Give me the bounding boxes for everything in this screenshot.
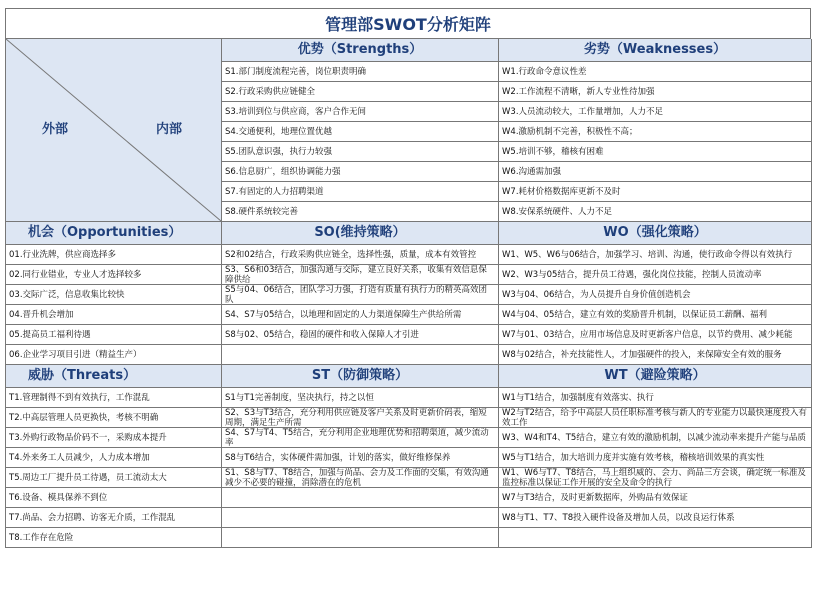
strength-item: S6.信息厨广，组织协调能力强 <box>222 162 499 182</box>
st-header: ST（防御策略） <box>222 365 499 388</box>
strength-item: S7.有固定的人力招聘渠道 <box>222 182 499 202</box>
st-item <box>222 508 499 528</box>
weakness-item: W3.人员流动较大，工作量增加，人力不足 <box>499 102 812 122</box>
so-item: S8与02、05结合，稳固的硬件和收入保障人才引进 <box>222 325 499 345</box>
opportunity-item: 04.晋升机会增加 <box>6 305 222 325</box>
strength-item: S8.硬件系统较完善 <box>222 202 499 222</box>
wt-item: W8与T1、T7、T8投入硬件设备及增加人员，以改良运行体系 <box>499 508 812 528</box>
wt-item: W1与T1结合，加强制度有效落实、执行 <box>499 388 812 408</box>
swot-grid <box>5 38 811 548</box>
wt-item: W2与T2结合，给予中高层人员任职标准考核与新人的专业能力以最快速度投入有效工作 <box>499 408 812 428</box>
so-item: S4、S7与05结合，以地理和固定的人力渠道保障生产供给所需 <box>222 305 499 325</box>
threat-item: T1.管理制得不到有效执行，工作混乱 <box>6 388 222 408</box>
weakness-item: W8.安保系统硬件、人力不足 <box>499 202 812 222</box>
opportunities-header: 机会（Opportunities） <box>6 222 222 245</box>
weakness-item: W5.培训不够，稽核有困难 <box>499 142 812 162</box>
weakness-item: W1.行政命令意议性差 <box>499 62 812 82</box>
strengths-header: 优势（Strengths） <box>222 39 499 62</box>
wo-item: W3与04、06结合，为人员提升自身价值创造机会 <box>499 285 812 305</box>
strength-item: S3.培训到位与供应商，客户合作无间 <box>222 102 499 122</box>
wo-item: W7与01、03结合，应用市场信息及时更新客户信息，以节约费用、减少耗能 <box>499 325 812 345</box>
internal-label: 内部 <box>156 122 183 137</box>
wt-item <box>499 528 812 548</box>
st-item: S2、S3与T3结合，充分利用供应链及客户关系及时更新价码表，缩短周期，满足生产所需 <box>222 408 499 428</box>
external-internal-corner <box>6 39 222 222</box>
st-item: S1与T1完善制度，坚决执行，持之以恒 <box>222 388 499 408</box>
weakness-item: W4.激励机制不完善，积极性不高； <box>499 122 812 142</box>
st-item <box>222 528 499 548</box>
wt-item: W3、W4和T4、T5结合，建立有效的激励机制，以减少流动率来提升产能与品质 <box>499 428 812 448</box>
external-label: 外部 <box>42 122 69 137</box>
opportunity-item: 05.提高员工福利待遇 <box>6 325 222 345</box>
strength-item: S4.交通便利，地理位置优越 <box>222 122 499 142</box>
st-item <box>222 488 499 508</box>
opportunity-item: 01.行业洗牌，供应商选择多 <box>6 245 222 265</box>
threat-item: T5.周边工厂提升员工待遇，员工流动太大 <box>6 468 222 488</box>
st-item: S4、S7与T4、T5结合，充分利用企业地理优势和招聘渠道，减少流动率 <box>222 428 499 448</box>
threat-item: T8.工作存在危险 <box>6 528 222 548</box>
wo-item: W2、W3与05结合，提升员工待遇，强化岗位技能，控制人员流动率 <box>499 265 812 285</box>
diagonal-line <box>6 39 221 221</box>
so-item: S3、S6和03结合，加强沟通与交际，建立良好关系，收集有效信息保障供给 <box>222 265 499 285</box>
wo-item: W4与04、05结合，建立有效的奖励晋升机制，以保证员工薪酬、福利 <box>499 305 812 325</box>
strength-item: S5.团队意识强，执行力较强 <box>222 142 499 162</box>
threat-item: T6.设备、模具保养不到位 <box>6 488 222 508</box>
sheet-title: 管理部SWOT分析矩阵 <box>5 8 811 38</box>
threat-item: T2.中高层管理人员更换快，考核不明确 <box>6 408 222 428</box>
threat-item: T7.尚品、会力招聘、访客无介质，工作混乱 <box>6 508 222 528</box>
wt-item: W1、W6与T7、T8结合，马上组织威的、会力、尚品三方会谈，确定统一标准及监控标准以保证工作开展的安全及命令的执行 <box>499 468 812 488</box>
opportunity-item: 06.企业学习项目引进（精益生产） <box>6 345 222 365</box>
wo-item: W8与02结合，补充技能性人，才加强硬件的投入，来保障安全有效的服务 <box>499 345 812 365</box>
opportunity-item: 03.交际广泛，信息收集比较快 <box>6 285 222 305</box>
so-item: S5与04、06结合，团队学习力强，打造有质量有执行力的精英高效团队 <box>222 285 499 305</box>
threats-header: 威胁（Threats） <box>6 365 222 388</box>
st-item: S8与T6结合，实体硬件需加强，计划的落实，做好维修保养 <box>222 448 499 468</box>
wt-item: W7与T3结合，及时更新数据库，外购品有效保证 <box>499 488 812 508</box>
wt-item: W5与T1结合，加大培训力度并实施有效考核，稽核培训效果的真实性 <box>499 448 812 468</box>
weakness-item: W6.沟通需加强 <box>499 162 812 182</box>
weaknesses-header: 劣势（Weaknesses） <box>499 39 812 62</box>
weakness-item: W2.工作流程不清晰，新人专业性待加强 <box>499 82 812 102</box>
threat-item: T3.外购行政物品价码不一，采购成本提升 <box>6 428 222 448</box>
weakness-item: W7.耗材价格数据库更新不及时 <box>499 182 812 202</box>
so-header: SO(维持策略） <box>222 222 499 245</box>
opportunity-item: 02.同行业错业，专业人才选择较多 <box>6 265 222 285</box>
so-item: S2和02结合，行政采购供应链全，选择性强，质量，成本有效管控 <box>222 245 499 265</box>
strength-item: S2.行政采购供应链健全 <box>222 82 499 102</box>
wt-header: WT（避险策略） <box>499 365 812 388</box>
strength-item: S1.部门制度流程完善，岗位职责明确 <box>222 62 499 82</box>
wo-item: W1、W5、W6与06结合，加强学习、培训、沟通，使行政命令得以有效执行 <box>499 245 812 265</box>
st-item: S1、S8与T7、T8结合，加强与尚品、会力及工作面的交集，有效沟通减少不必要的碰撞，消除潜在的危机 <box>222 468 499 488</box>
so-item <box>222 345 499 365</box>
wo-header: WO（强化策略） <box>499 222 812 245</box>
threat-item: T4.外来务工人员减少，人力成本增加 <box>6 448 222 468</box>
